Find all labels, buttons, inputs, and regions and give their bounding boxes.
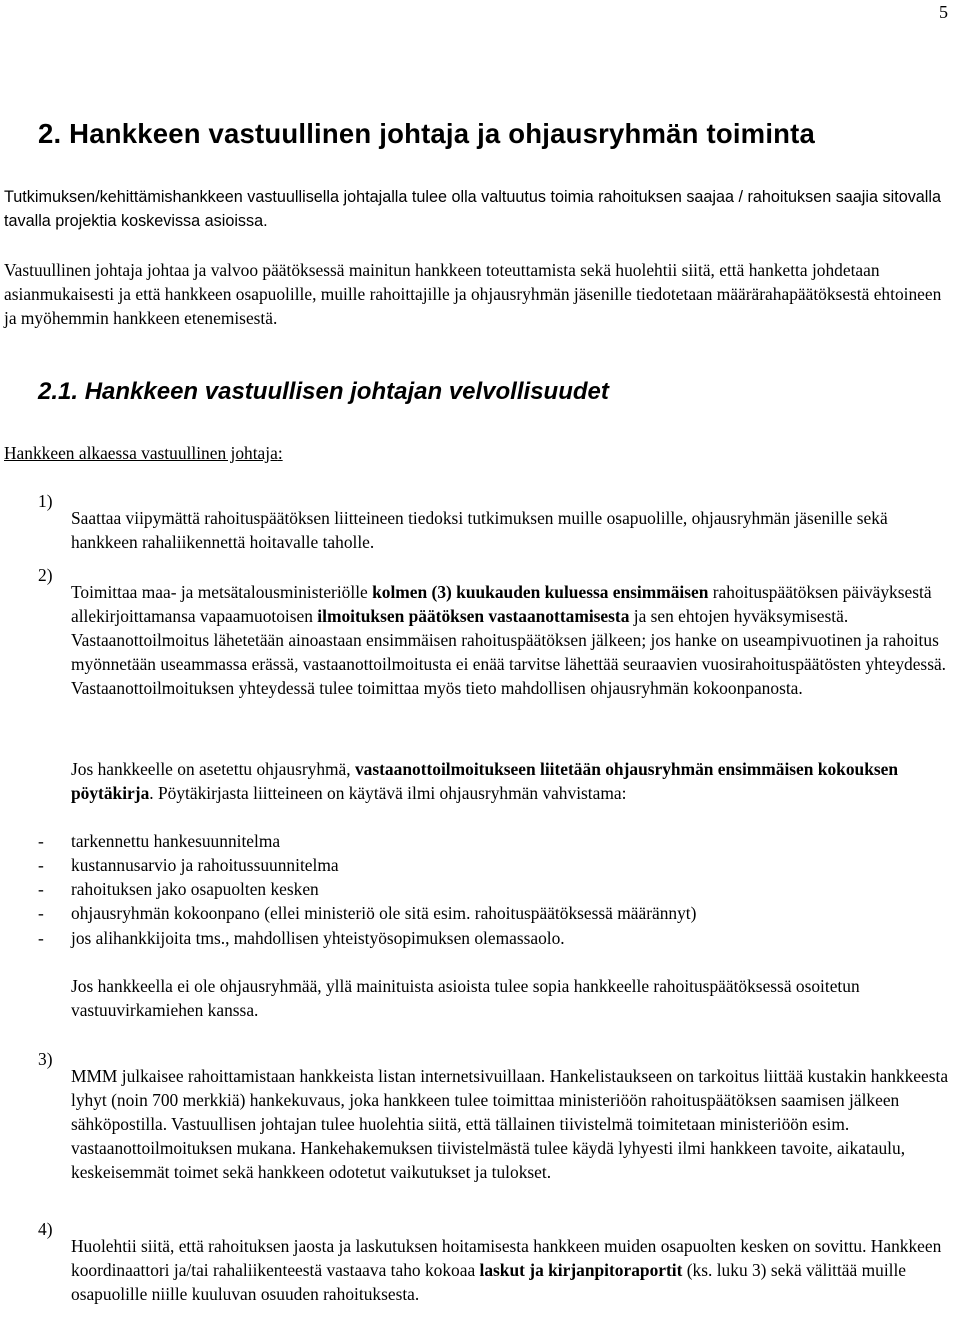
list-item-text: Saattaa viipymättä rahoituspäätöksen liitteineen tiedoksi tutkimuksen muille osapuolille, ohjausryhmän jäsenille sekä hankkeen rahaliikennettä hoitavalle taholle.	[71, 508, 888, 553]
list-item-1	[38, 489, 950, 572]
list-item-text: Toimittaa maa- ja metsätalousministeriölle kolmen (3) kuukauden kuluessa ensimmäisen rahoituspäätöksen päiväyksestä allekirjoittamansa vapaamuotoisen ilmoituksen päätöksen vastaanottamisesta ja sen ehtojen hyväksymisestä. Vastaanottoilmoitus lähetetään ainoastaan ensimmäisen rahoituspäätöksen jälkeen; jos hanke on useampivuotinen ja rahoitus myönnetään useammassa erässä, vastaanottoilmoitusta ei enää tarvitse lähettää seuraavien vuosirahoituspäätösten yhteydessä. Vastaanottoilmoituksen yhteydessä tulee toimittaa myös tieto mahdollisen ohjausryhmän kokoonpanosta.	[71, 582, 947, 699]
list-item-number: 4)	[38, 1219, 53, 1239]
intro-paragraph: Tutkimuksen/kehittämishankkeen vastuullisella johtajalla tulee olla valtuutus toimia rahoituksen saajaa / rahoituksen saajia sitovalla tavalla projektia koskevissa asioissa.	[4, 188, 941, 230]
steering-group-paragraph: Jos hankkeelle on asetettu ohjausryhmä, vastaanottoilmoitukseen liitetään ohjausryhmän ensimmäisen kokouksen pöytäkirja. Pöytäkirjasta liitteineen on käytävä ilmi ohjausryhmän vahvistama:	[71, 759, 899, 803]
list-item-text: MMM julkaisee rahoittamistaan hankkeista listan internetsivuillaan. Hankelistaukseen on tarkoitus liittää kustakin hankkeesta lyhyt (noin 700 merkkiä) hankekuvaus, joka hankkeen tulee toimittaa ministeriöön rahoituspäätöksen saamisen jälkeen sähköpostilla. Vastuullisen johtajan tulee huolehtia siitä, että tällainen tiivistelmä toimitetaan ministeriöön esim. vastaanottoilmoituksen mukana. Hankehakemuksen tiivistelmästä tulee käydä lyhyesti ilmi hankkeen tavoite, aikataulu, keskeisemmät toimet sekä hankkeen odotetut vaikutukset ja tulokset.	[71, 1066, 949, 1183]
list-item-4	[38, 1217, 950, 1324]
list-item-number: 2)	[38, 565, 53, 585]
page-number: 5	[939, 2, 948, 22]
responsibility-paragraph: Vastuullinen johtaja johtaa ja valvoo päätöksessä mainitun hankkeen toteuttamista sekä huolehtii siitä, että hanketta johdetaan asianmukaisesti ja että hankkeen osapuolille, muille rahoittajille ja ohjausryhmän jäsenille tiedotetaan määrärahapäätöksestä ehtoineen ja myöhemmin hankkeen etenemisestä.	[4, 260, 942, 328]
list-item-text: Huolehtii siitä, että rahoituksen jaosta ja laskutuksen hoitamisesta hankkeen muiden osapuolten kesken on sovittu. Hankkeen koordinaattori ja/tai rahaliikenteestä vastaava taho kokoaa laskut ja kirjanpitoraportit (ks. luku 3) sekä välittää muille osapuolille niille kuuluvan osuuden rahoituksesta.	[71, 1236, 942, 1305]
subsection-heading: 2.1. Hankkeen vastuullisen johtajan velvollisuudet	[38, 378, 609, 405]
list-item-2	[38, 563, 950, 718]
list-item-number: 3)	[38, 1049, 53, 1069]
no-steering-group-paragraph: Jos hankkeella ei ole ohjausryhmää, yllä mainituista asioista tulee sopia hankkeelle rahoituspäätöksessä osoitetun vastuuvirkamiehen kanssa.	[71, 976, 860, 1020]
document-page: 5 2. Hankkeen vastuullinen johtaja ja ohjausryhmän toiminta Tutkimuksen/kehittämishankkeen vastuullisella johtajalla tulee olla valtuutus toimia rahoituksen saajaa / rahoituksen saajia sitovalla tavalla projektia koskevissa asioissa. Vastuullinen johtaja johtaa ja valvoo päätöksessä mainitun hankkeen toteuttamista sekä huolehtii siitä, että hanketta johdetaan asianmukaisesti ja että hankkeen osapuolille, muille rahoittajille ja ohjausryhmän jäsenille tiedotetaan määrärahapäätöksestä ehtoineen ja myöhemmin hankkeen etenemisestä. 2.1. Hankkeen vastuullisen johtajan velvollisuudet Hankkeen alkaessa vastuullinen johtaja: 1) Saattaa viipymättä rahoituspäätöksen liitteineen tiedoksi tutkimuksen muille osapuolille, ohjausryhmän jäsenille sekä hankkeen rahaliikennettä hoitavalle taholle. 2) Toimittaa maa- ja metsätalousministeriölle kolmen (3) kuukauden kuluessa ensimmäisen rahoituspäätöksen päiväyksestä allekirjoittamansa vapaamuotoisen ilmoituksen päätöksen vastaanottamisesta ja sen ehtojen hyväksymisestä. Vastaanottoilmoitus lähetetään ainoastaan ensimmäisen rahoituspäätöksen jälkeen; jos hanke on useampivuotinen ja rahoitus myönnetään useammassa erässä, vastaanottoilmoitusta ei enää tarvitse lähettää seuraavien vuosirahoituspäätösten yhteydessä. Vastaanottoilmoituksen yhteydessä tulee toimittaa myös tieto mahdollisen ohjausryhmän kokoonpanosta. Jos hankkeelle on asetettu ohjausryhmä, vastaanottoilmoitukseen liitetään ohjausryhmän ensimmäisen kokouksen pöytäkirja. Pöytäkirjasta liitteineen on käytävä ilmi ohjausryhmän vahvistama: - tarkennettu hankesuunnitelma - kustannusarvio ja rahoitussuunnitelma - rahoituksen jako osapuolten kesken - ohjausryhmän kokoonpano (ellei ministeriö ole sitä esim. rahoituspäätöksessä määrännyt) - jos alihankkijoita tms., mahdollisen yhteistyösopimuksen olemassaolo. Jos hankkeella ei ole ohjausryhmää, yllä mainituista asioista tulee sopia hankkeelle rahoituspäätöksessä osoitetun vastuuvirkamiehen kanssa. 3) MMM julkaisee rahoittamistaan hankkeista listan internetsivuillaan. Hankelistaukseen on tarkoitus liittää kustakin hankkeesta lyhyt (noin 700 merkkiä) hankekuvaus, joka hankkeen tulee toimittaa ministeriöön rahoituspäätöksen saamisen jälkeen sähköpostilla. Vastuullisen johtajan tulee huolehtia siitä, että tällainen tiivistelmä toimitetaan ministeriöön esim. vastaanottoilmoituksen mukana. Hankehakemuksen tiivistelmästä tulee käydä lyhyesti ilmi hankkeen tavoite, aikataulu, keskeisemmät toimet sekä hankkeen odotetut vaikutukset ja tulokset. 4) Huolehtii siitä, että rahoituksen jaosta ja laskutuksen hoitamisesta hankkeen muiden osapuolten kesken on sovittu. Hankkeen koordinaattori ja/tai rahaliikenteestä vastaava taho kokoaa laskut ja kirjanpitoraportit (ks. luku 3) sekä välittää muille osapuolille niille kuuluvan osuuden rahoituksesta.	[0, 0, 960, 1292]
underlined-label: Hankkeen alkaessa vastuullinen johtaja:	[4, 443, 283, 463]
section-heading: 2. Hankkeen vastuullinen johtaja ja ohjausryhmän toiminta	[38, 118, 816, 149]
list-item-3	[38, 1047, 950, 1202]
list-item-number: 1)	[38, 491, 53, 511]
